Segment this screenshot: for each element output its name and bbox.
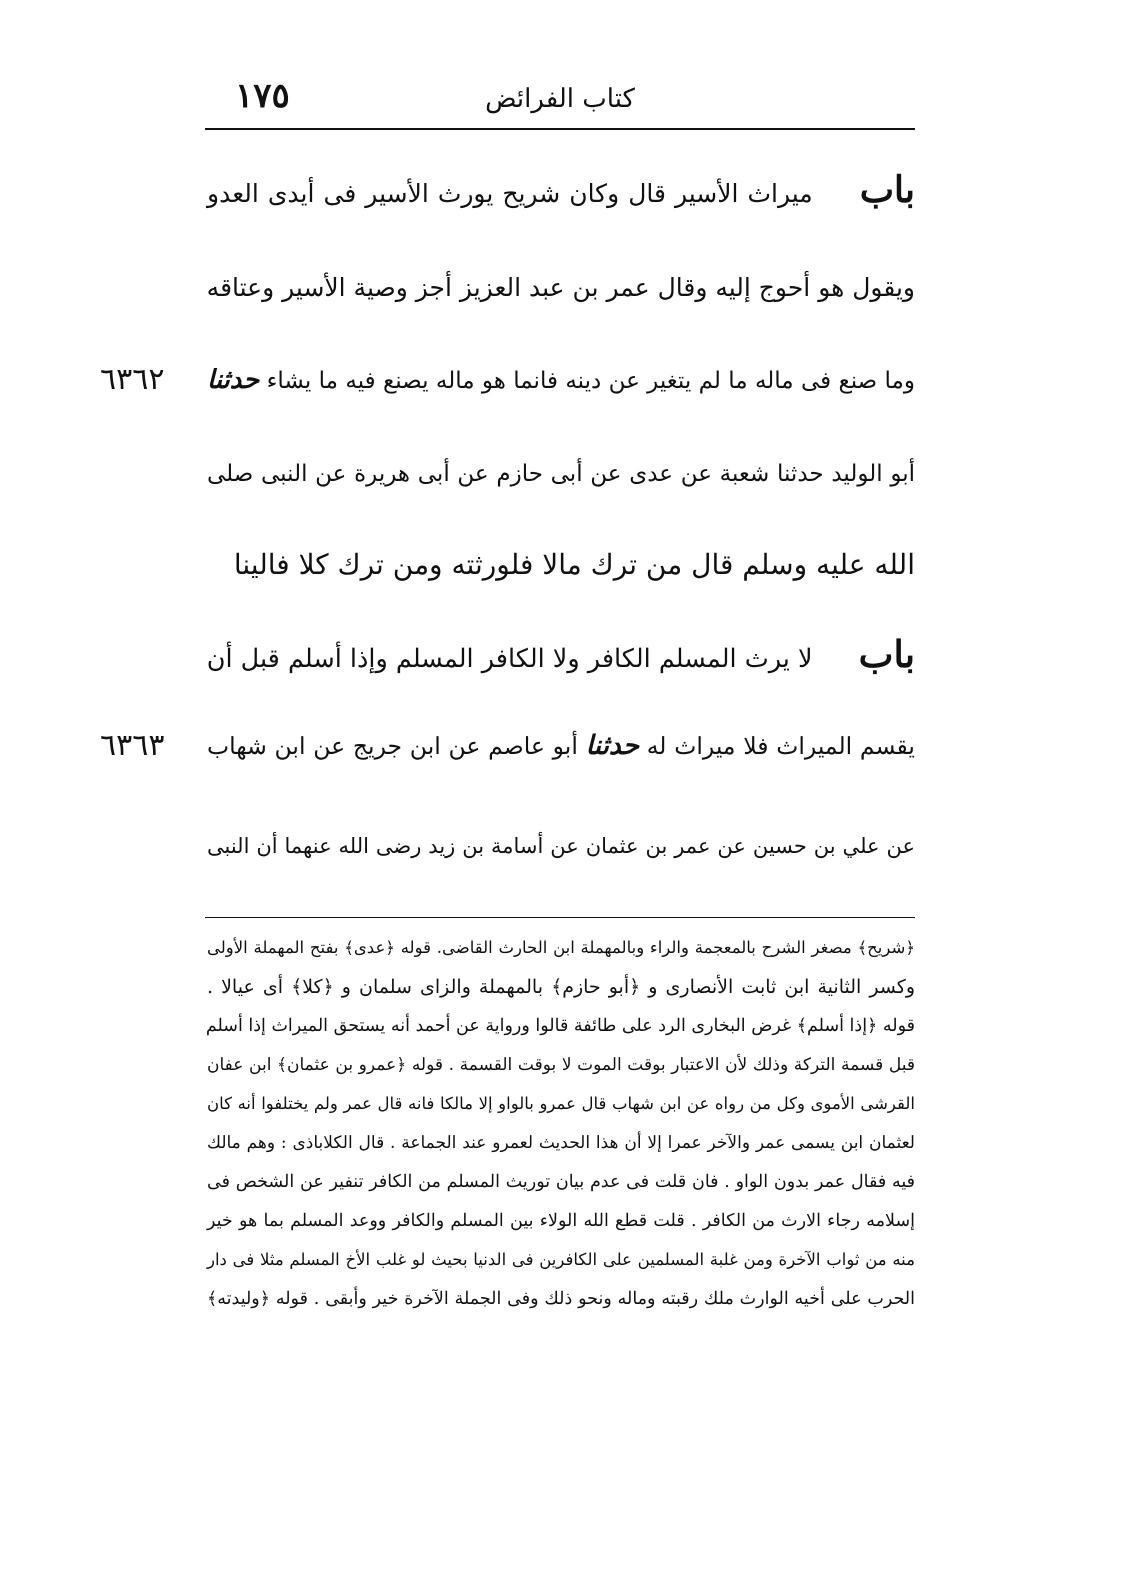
haddathana-label: حدثنا (207, 365, 260, 395)
commentary-line: ﴿شريح﴾ مصغر الشرح بالمعجمة والراء وبالمهملة ابن الحارث القاضى. قوله ﴿عدى﴾ بفتح المهملة الأولى (207, 938, 915, 957)
main-line-5 (207, 535, 915, 595)
commentary-line: إسلامه رجاء الارث من الكافر . قلت قطع الله الولاء بين المسلم والكافر ووعد المسلم بما هو خير (207, 1211, 915, 1231)
main-line-text: وما صنع فى ماله ما لم يتغير عن دينه فانما هو ماله يصنع فيه ما يشاء (266, 368, 915, 394)
commentary-line: لعثمان ابن يسمى عمر والآخر عمرا إلا أن هذا الحديث لعمرو عند الجماعة . قال الكلاباذى : وهم مالك (207, 1133, 915, 1153)
header-divider (205, 128, 915, 130)
main-line-8 (207, 816, 915, 876)
bab-heading: باب (859, 168, 915, 211)
main-line-text: عن علي بن حسين عن عمر بن عثمان عن أسامة بن زيد رضى الله عنهما أن النبى (207, 834, 915, 858)
main-line-3 (207, 350, 915, 410)
main-line-2 (207, 258, 915, 318)
main-line-1 (207, 160, 915, 220)
commentary-line: قبل قسمة التركة وذلك لأن الاعتبار بوقت الموت لا بوقت القسمة . قوله ﴿عمرو بن عثمان﴾ ابن عفان (207, 1055, 915, 1075)
bab-heading: باب (858, 632, 915, 676)
commentary-divider (205, 917, 915, 918)
page-header (205, 70, 915, 126)
main-line-text: يقسم الميراث فلا ميراث له (646, 732, 915, 760)
book-title: كتاب الفرائض (485, 84, 635, 114)
hadith-number: ٦٣٦٢ (100, 362, 165, 397)
hadith-number: ٦٣٦٣ (100, 728, 165, 763)
page-number: ١٧٥ (235, 76, 290, 116)
main-line-text: أبو الوليد حدثنا شعبة عن عدى عن أبى حازم عن أبى هريرة عن النبى صلى (207, 461, 915, 487)
main-line-7 (207, 716, 915, 776)
main-line-text: ويقول هو أحوج إليه وقال عمر بن عبد العزيز أجز وصية الأسير وعتاقه (206, 273, 915, 302)
main-line-text: أبو عاصم عن ابن جريج عن ابن شهاب (207, 732, 578, 760)
commentary-line: فيه فقال عمر بدون الواو . فان قلت فى عدم بيان توريث المسلم من الكافر تنفير عن الشخص فى (207, 1172, 915, 1192)
commentary-line: القرشى الأموى وكل من رواه عن ابن شهاب قال عمرو بالواو إلا مالكا فانه قال عمر ولم يختلفوا أنه كان (207, 1094, 915, 1113)
main-line-text: ميراث الأسير قال وكان شريح يورث الأسير فى أيدى العدو (207, 179, 813, 208)
main-line-text: لا يرث المسلم الكافر ولا الكافر المسلم وإذا أسلم قبل أن (206, 644, 813, 674)
main-line-text: الله عليه وسلم قال من ترك مالا فلورثته ومن ترك كلا فالينا (233, 548, 915, 581)
commentary-line: قوله ﴿إذا أسلم﴾ غرض البخارى الرد على طائفة قالوا ورواية عن أحمد أنه يستحق الميراث إذا أسلم (205, 1016, 915, 1036)
commentary-line: الحرب على أخيه الوارث ملك رقبته وماله ونحو ذلك وفى الجملة الآخرة خير وأبقى . قوله ﴿وليدته﴾ (207, 1289, 915, 1309)
main-line-4 (207, 444, 915, 504)
commentary-line: وكسر الثانية ابن ثابت الأنصارى و ﴿أبو حازم﴾ بالمهملة والزاى سلمان و ﴿كلا﴾ أى عيالا . (207, 976, 915, 998)
haddathana-label: حدثنا (585, 730, 639, 761)
commentary-line: منه من ثواب الآخرة ومن غلبة المسلمين على الكافرين فى الدنيا بحيث لو غلب الأخ المسلم مثلا فى دار (207, 1250, 915, 1269)
main-line-6 (207, 624, 915, 684)
